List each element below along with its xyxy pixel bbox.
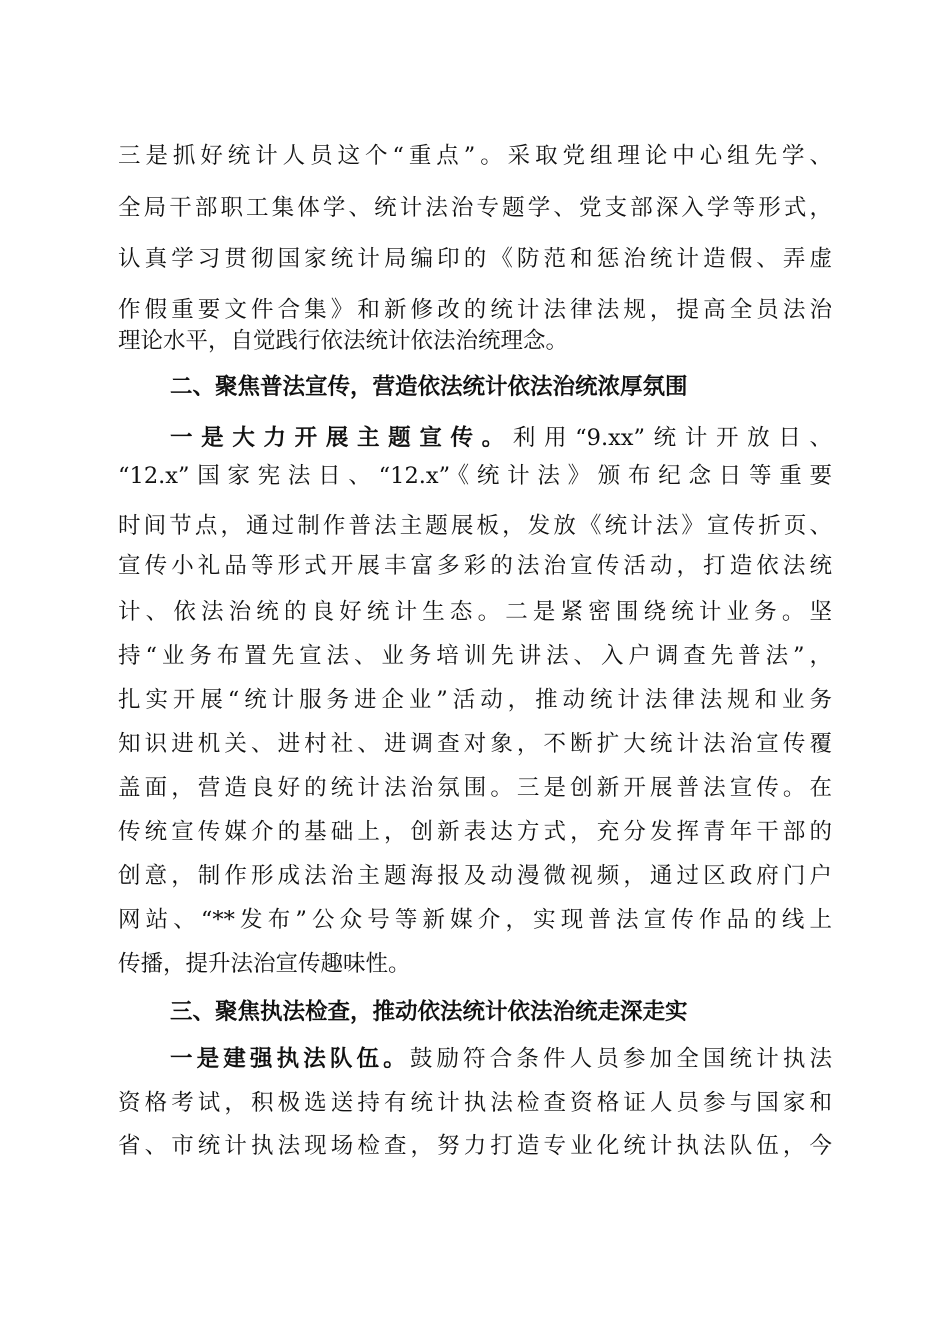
paragraph-first-line [170, 418, 832, 458]
paragraph-line: 省、市统计执法现场检查，努力打造专业化统计执法队伍，今 [118, 1133, 832, 1159]
paragraph-first-line [170, 1039, 832, 1079]
paragraph-line: 认真学习贯彻国家统计局编印的《防范和惩治统计造假、弄虚 [118, 246, 832, 272]
paragraph-line: 时间节点，通过制作普法主题展板，发放《统计法》宣传折页、 [118, 513, 832, 539]
paragraph-lead: 一是建强执法队伍。 [170, 1046, 410, 1072]
paragraph-text: 利用“9.xx”统计开放日、 [512, 425, 832, 451]
section-heading-2: 二、聚焦普法宣传，营造依法统计依法治统浓厚氛围 [170, 374, 688, 400]
paragraph-line: 理论水平，自觉践行依法统计依法治统理念。 [118, 328, 569, 354]
paragraph-line: “12.x”国家宪法日、“12.x”《统计法》颁布纪念日等重要 [118, 463, 832, 489]
paragraph-line: 传统宣传媒介的基础上，创新表达方式，充分发挥青年干部的 [118, 819, 832, 845]
paragraph-text: 鼓励符合条件人员参加全国统计执法 [409, 1046, 832, 1072]
paragraph-line: 作假重要文件合集》和新修改的统计法律法规，提高全员法治 [118, 297, 832, 323]
section-heading-3: 三、聚焦执法检查，推动依法统计依法治统走深走实 [170, 999, 688, 1025]
paragraph-lead: 一是大力开展主题宣传。 [170, 425, 513, 451]
paragraph-line: 三是抓好统计人员这个“重点”。采取党组理论中心组先学、 [118, 143, 832, 169]
paragraph-line: 全局干部职工集体学、统计法治专题学、党支部深入学等形式， [118, 195, 832, 221]
paragraph-line: 网站、“**发布”公众号等新媒介，实现普法宣传作品的线上 [118, 907, 832, 933]
paragraph-line: 创意，制作形成法治主题海报及动漫微视频，通过区政府门户 [118, 863, 832, 889]
paragraph-line: 扎实开展“统计服务进企业”活动，推动统计法律法规和业务 [118, 687, 832, 713]
paragraph-line: 宣传小礼品等形式开展丰富多彩的法治宣传活动，打造依法统 [118, 553, 832, 579]
paragraph-line: 持“业务布置先宣法、业务培训先讲法、入户调查先普法”， [118, 643, 832, 669]
paragraph-line: 知识进机关、进村社、进调查对象，不断扩大统计法治宣传覆 [118, 731, 832, 757]
paragraph-line: 盖面，营造良好的统计法治氛围。三是创新开展普法宣传。在 [118, 775, 832, 801]
paragraph-line: 资格考试，积极选送持有统计执法检查资格证人员参与国家和 [118, 1090, 832, 1116]
paragraph-line: 计、依法治统的良好统计生态。二是紧密围绕统计业务。坚 [118, 599, 832, 625]
paragraph-line: 传播，提升法治宣传趣味性。 [118, 951, 411, 977]
